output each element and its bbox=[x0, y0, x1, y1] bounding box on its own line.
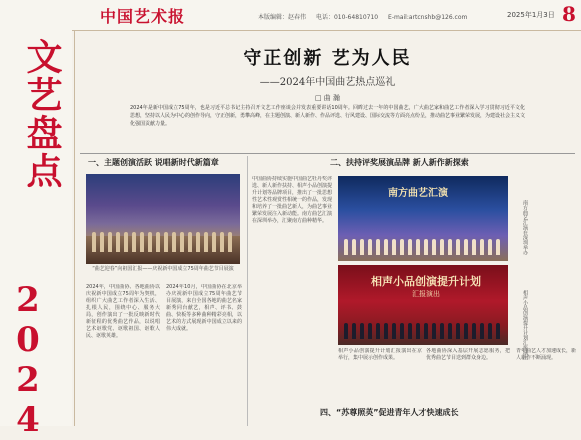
performer-figure bbox=[132, 232, 136, 252]
column-divider bbox=[74, 30, 75, 426]
performer-figure bbox=[212, 232, 216, 252]
body-text: 2024年，中国曲协、各地曲协以庆祝新中国成立75周年为契机，组织广大曲艺工作者深入生活、扎根人民，围绕中心、服务大局，创作演出了一批反映新时代新征程的优秀曲艺作品，以说唱艺术讴歌党、讴歌祖国、讴歌人民、讴歌英雄。 bbox=[86, 284, 160, 339]
performer-figure bbox=[384, 239, 388, 255]
stage-photo-3 bbox=[338, 265, 508, 345]
phone-info: 电话：010-64810710 bbox=[315, 14, 379, 21]
performer-figure bbox=[408, 323, 412, 339]
performer-figure bbox=[204, 232, 208, 252]
performer-figure bbox=[488, 239, 492, 255]
performer-figure bbox=[108, 232, 112, 252]
performer-figure bbox=[156, 232, 160, 252]
performer-figure bbox=[480, 323, 484, 339]
performer-figure bbox=[456, 323, 460, 339]
performer-figure bbox=[360, 323, 364, 339]
column-year: 2024 bbox=[8, 280, 48, 440]
performer-figure bbox=[472, 239, 476, 255]
performer-figure bbox=[180, 232, 184, 252]
stage-banner-3-sub: 汇报演出 bbox=[412, 290, 440, 298]
masthead-meta bbox=[258, 12, 475, 21]
editor-info: 本版编辑：赵春伟 bbox=[258, 14, 307, 21]
performer-figure bbox=[376, 239, 380, 255]
masthead bbox=[0, 0, 581, 31]
performer-figure bbox=[172, 232, 176, 252]
performer-figure bbox=[352, 323, 356, 339]
performer-figure bbox=[220, 232, 224, 252]
performer-figure bbox=[392, 239, 396, 255]
performer-figure bbox=[496, 323, 500, 339]
performer-figure bbox=[448, 239, 452, 255]
performer-figure bbox=[480, 239, 484, 255]
performer-figure bbox=[352, 239, 356, 255]
subheadline: ——2024年中国曲艺热点巡礼 bbox=[259, 77, 396, 88]
body-text: 各地曲协深入基层开展志愿服务，把优秀曲艺节目送到群众身边。 bbox=[426, 348, 510, 361]
paper-name: 中国艺术报 bbox=[100, 7, 186, 26]
performer-figure bbox=[400, 323, 404, 339]
performer-figure bbox=[424, 239, 428, 255]
performer-figure bbox=[376, 323, 380, 339]
performer-figure bbox=[456, 239, 460, 255]
page-number: 8 bbox=[562, 2, 576, 26]
column-rule bbox=[247, 156, 248, 426]
performer-figure bbox=[228, 232, 232, 252]
photo-caption-1: “曲艺迎春”向祖国汇报——庆祝新中国成立75周年曲艺节目展演 bbox=[92, 266, 234, 272]
stage-banner-2: 南方曲艺汇演 bbox=[388, 188, 448, 199]
performer-figure bbox=[92, 232, 96, 252]
performer-figure bbox=[424, 323, 428, 339]
performer-figure bbox=[360, 239, 364, 255]
section-divider bbox=[80, 153, 575, 154]
performer-figure bbox=[464, 323, 468, 339]
section-title-2: 二、扶持评奖展演品牌 新人新作新探索 bbox=[330, 158, 469, 167]
performer-figure bbox=[164, 232, 168, 252]
performer-figure bbox=[448, 323, 452, 339]
performer-figure bbox=[100, 232, 104, 252]
performer-figure bbox=[196, 232, 200, 252]
performer-figure bbox=[400, 239, 404, 255]
performer-figure bbox=[368, 239, 372, 255]
email-info: E-mail:artcnshb@126.com bbox=[388, 14, 468, 21]
performer-figure bbox=[368, 323, 372, 339]
stage-banner-3-title: 相声小品创演提升计划 bbox=[371, 275, 481, 288]
performer-figure bbox=[432, 323, 436, 339]
performer-figure bbox=[408, 239, 412, 255]
performer-figure bbox=[432, 239, 436, 255]
performer-figure bbox=[472, 323, 476, 339]
section-title-4: 四、“苏尊照英”促进青年人才快速成长 bbox=[320, 408, 459, 417]
body-text: 2024年10月，中国曲协在北京举办庆祝新中国成立75周年曲艺节目展演，来自全国各地的曲艺名家新秀同台献艺，相声、评书、鼓曲、快板等多种曲种精彩亮相，以艺术的方式展现新中国成立以来的伟大成就。 bbox=[166, 284, 242, 332]
performer-figure bbox=[440, 239, 444, 255]
photo-caption-2: 南方曲艺汇演在深圳举办 bbox=[522, 200, 528, 255]
body-text: 相声小品创演提升计划汇报演出在京举行，集中展示创作成果。 bbox=[338, 348, 422, 361]
column-banner bbox=[0, 30, 72, 440]
performer-figure bbox=[496, 239, 500, 255]
byline: □ 曲 瀚 bbox=[314, 94, 341, 102]
performer-figure bbox=[384, 323, 388, 339]
stage-photo-1 bbox=[86, 174, 240, 264]
performer-figure bbox=[124, 232, 128, 252]
lead-paragraph: 2024年是新中国成立75周年，也是习近平总书记主持召开文艺工作座谈会并发表重要讲话10周年。回眸过去一年的中国曲艺，广大曲艺家和曲艺工作者深入学习贯彻习近平文化思想，坚持以人民为中心的创作导向，守正创新，勇攀高峰，在主题创演、新人新作、作品评选、行风建设、国际交流等方面亮点纷呈，推动曲艺事业繁荣发展，为建设社会主义文化强国贡献力量。 bbox=[130, 105, 526, 127]
issue-date: 2025年1月3日 bbox=[507, 11, 555, 19]
performer-figure bbox=[464, 239, 468, 255]
performer-figure bbox=[416, 323, 420, 339]
performer-figure bbox=[488, 323, 492, 339]
performer-figure bbox=[188, 232, 192, 252]
column-title: 文艺盘点 bbox=[21, 38, 63, 190]
performer-figure bbox=[416, 239, 420, 255]
performer-figure bbox=[440, 323, 444, 339]
performer-figure bbox=[344, 239, 348, 255]
stage-photo-2 bbox=[338, 176, 508, 261]
body-text: 中国曲协持续实施中国曲艺牡丹奖评选、新人新作扶持、相声小品创演提升计划等品牌项目，推出了一批思想性艺术性观赏性相统一的作品，发现和培养了一批曲艺新人，为曲艺事业繁荣发展注入新动能。南方曲艺汇演在深圳举办，汇聚南方曲种精华。 bbox=[252, 176, 332, 224]
photo-caption-3: 相声小品创演提升计划汇报演出 bbox=[522, 290, 528, 360]
performer-figure bbox=[392, 323, 396, 339]
section-title-1: 一、主题创演活跃 说唱新时代新篇章 bbox=[88, 158, 219, 167]
performer-figure bbox=[140, 232, 144, 252]
headline: 守正创新 艺为人民 bbox=[243, 48, 412, 69]
body-text: 青年曲艺人才加速成长，新人新作不断涌现。 bbox=[516, 348, 576, 361]
performer-figure bbox=[148, 232, 152, 252]
performer-figure bbox=[344, 323, 348, 339]
performer-figure bbox=[116, 232, 120, 252]
